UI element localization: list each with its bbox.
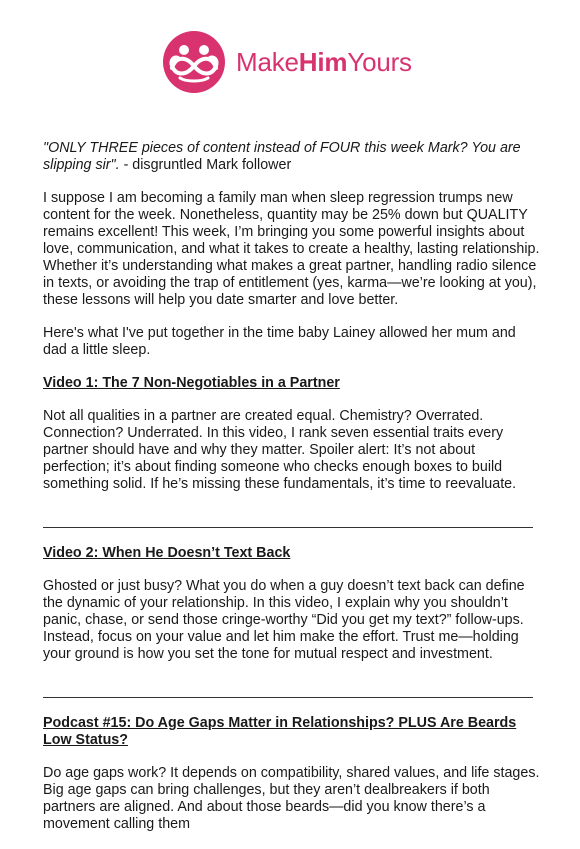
spacer: [43, 679, 543, 697]
infinity-heart-icon: [162, 30, 226, 94]
section-body-video-2: Ghosted or just busy? What you do when a guy doesn’t text back can define the dynamic of your relationship. In this video, I explain why you shouldn’t panic, chase, or send those cringe-worthy “Did you get my text?” follow-ups. Instead, focus on your value and let him make the effort. Trust me—holding your ground is how you set the tone for mutual respect and investment.: [43, 578, 525, 662]
brand-name-bold: Him: [298, 46, 348, 77]
section-body-video-1: Not all qualities in a partner are created equal. Chemistry? Overrated. Connection? Underrated. In this video, I rank seven essential traits every partner should have and why they matter. Spoiler alert: It’s not about perfection; it’s about finding someone who checks enough boxes to build something solid. If he’s missing these fundamentals, it’s time to reevaluate.: [43, 408, 517, 492]
quote-text: "ONLY THREE pieces of content instead of FOUR this week Mark? You are slipping sir".: [43, 140, 521, 173]
section-body-podcast-15: Do age gaps work? It depends on compatibility, shared values, and life stages. Big age gaps can bring challenges, but they aren’t dealbreakers if both partners are aligned. And about those beards—did you know there’s a movement calling them: [43, 765, 540, 832]
brand-logo[interactable]: [162, 30, 412, 94]
brand-name-part-1: Make: [236, 46, 299, 77]
header: [0, 24, 580, 104]
brand-name: [236, 47, 412, 78]
brand-name-part-2: Yours: [347, 46, 412, 77]
spacer: [43, 509, 543, 527]
email-body: [43, 140, 543, 849]
section-title-video-2[interactable]: Video 2: When He Doesn’t Text Back: [43, 545, 291, 561]
divider: [43, 697, 533, 698]
section-title-podcast-15[interactable]: Podcast #15: Do Age Gaps Matter in Relationships? PLUS Are Beards Low Status?: [43, 715, 517, 748]
intro-quote: [43, 140, 543, 174]
intro-paragraph-2: Here's what I've put together in the time baby Lainey allowed her mum and dad a little sleep.: [43, 325, 516, 358]
section-title-video-1[interactable]: Video 1: The 7 Non-Negotiables in a Partner: [43, 375, 340, 391]
intro-paragraph-1: I suppose I am becoming a family man when sleep regression trumps new content for the week. Nonetheless, quantity may be 25% down but QUALITY remains excellent! This week, I’m bringing you some powerful insights about love, communication, and what it takes to create a healthy, lasting relationship. Whether it’s understanding what makes a great partner, handling radio silence in texts, or avoiding the trap of entitlement (yes, karma—we’re looking at you), these lessons will help you date smarter and love better.: [43, 190, 540, 308]
divider: [43, 527, 533, 528]
quote-attribution: - disgruntled Mark follower: [119, 157, 292, 173]
